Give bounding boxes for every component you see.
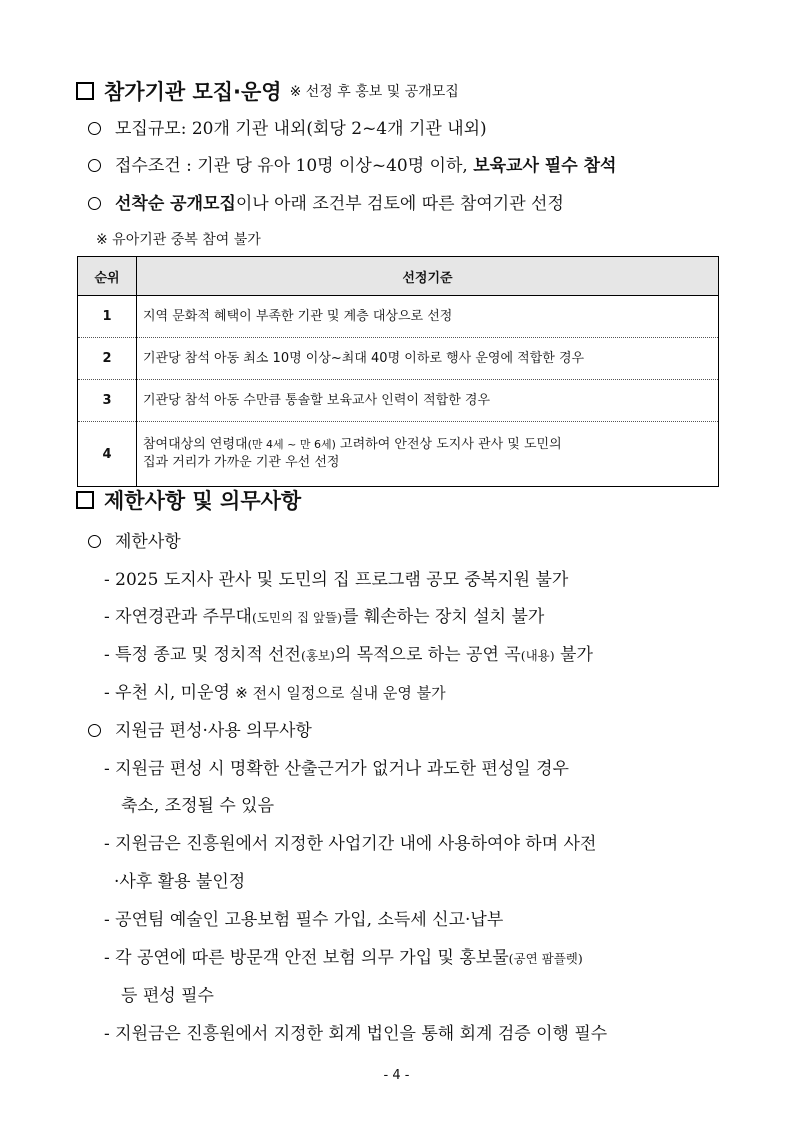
duties-heading: 지원금 편성·사용 의무사항 — [88, 716, 312, 741]
circle-bullet-icon — [88, 724, 101, 737]
page-number: - 4 - — [383, 1068, 410, 1083]
table-row: 3 기관당 참석 아동 수만큼 통솔할 보육교사 인력이 적합한 경우 — [78, 380, 719, 422]
table-header-criteria: 선정기준 — [137, 257, 719, 296]
circle-bullet-icon — [88, 197, 101, 210]
list-item: - 2025 도지사 관사 및 도민의 집 프로그램 공모 중복지원 불가 — [104, 570, 569, 590]
selection-criteria-table — [77, 256, 719, 487]
table-row: 4 참여대상의 연령대(만 4세 ~ 만 6세) 고려하여 안전상 도지사 관사 및 도민의 집과 거리가 가까운 기관 우선 선정 — [78, 422, 719, 487]
list-item: - 자연경관과 주무대(도민의 집 앞뜰)를 훼손하는 장치 설치 불가 — [104, 607, 545, 627]
section-heading-recruitment — [76, 76, 459, 106]
list-item: - 지원금 편성 시 명확한 산출근거가 없거나 과도한 편성일 경우 — [104, 759, 569, 779]
checkbox-square-icon — [76, 82, 94, 100]
list-item: - 공연팀 예술인 고용보험 필수 가입, 소득세 신고·납부 — [104, 910, 504, 930]
section-title: 참가기관 모집·운영 — [104, 80, 282, 104]
circle-bullet-icon — [88, 535, 101, 548]
list-item: - 각 공연에 따른 방문객 안전 보험 의무 가입 및 홍보물(공연 팜플렛) — [104, 948, 583, 968]
table-row: 2 기관당 참석 아동 최소 10명 이상~최대 40명 이하로 행사 운영에 적합한 경우 — [78, 338, 719, 380]
restrictions-heading: 제한사항 — [88, 527, 181, 552]
table-row: 1 지역 문화적 혜택이 부족한 기관 및 계층 대상으로 선정 — [78, 296, 719, 338]
list-item: - 우천 시, 미운영 ※ 전시 일정으로 실내 운영 불가 — [104, 683, 446, 703]
bullet-conditions: 접수조건 : 기관 당 유아 10명 이상~40명 이하, 보육교사 필수 참석 — [88, 151, 616, 176]
circle-bullet-icon — [88, 159, 101, 172]
section-note: ※ 선정 후 홍보 및 공개모집 — [289, 84, 459, 100]
section-title: 제한사항 및 의무사항 — [104, 489, 302, 513]
circle-bullet-icon — [88, 122, 101, 135]
table-header-rank: 순위 — [78, 257, 137, 296]
list-item-continuation: 축소, 조정될 수 있음 — [121, 796, 274, 816]
list-item-continuation: ·사후 활용 불인정 — [114, 872, 246, 892]
checkbox-square-icon — [76, 491, 94, 509]
list-item: - 지원금은 진흥원에서 지정한 사업기간 내에 사용하여야 하며 사전 — [104, 834, 597, 854]
section-heading-restrictions — [76, 485, 301, 515]
list-item: - 지원금은 진흥원에서 지정한 회계 법인을 통해 회계 검증 이행 필수 — [104, 1024, 608, 1044]
duplicate-note: ※ 유아기관 중복 참여 불가 — [96, 232, 261, 248]
bullet-selection: 선착순 공개모집이나 아래 조건부 검토에 따른 참여기관 선정 — [88, 189, 564, 214]
list-item-continuation: 등 편성 필수 — [121, 986, 214, 1006]
bullet-scale: 모집규모: 20개 기관 내외(회당 2~4개 기관 내외) — [88, 114, 487, 139]
list-item: - 특정 종교 및 정치적 선전(홍보)의 목적으로 하는 공연 곡(내용) 불가 — [104, 645, 593, 665]
